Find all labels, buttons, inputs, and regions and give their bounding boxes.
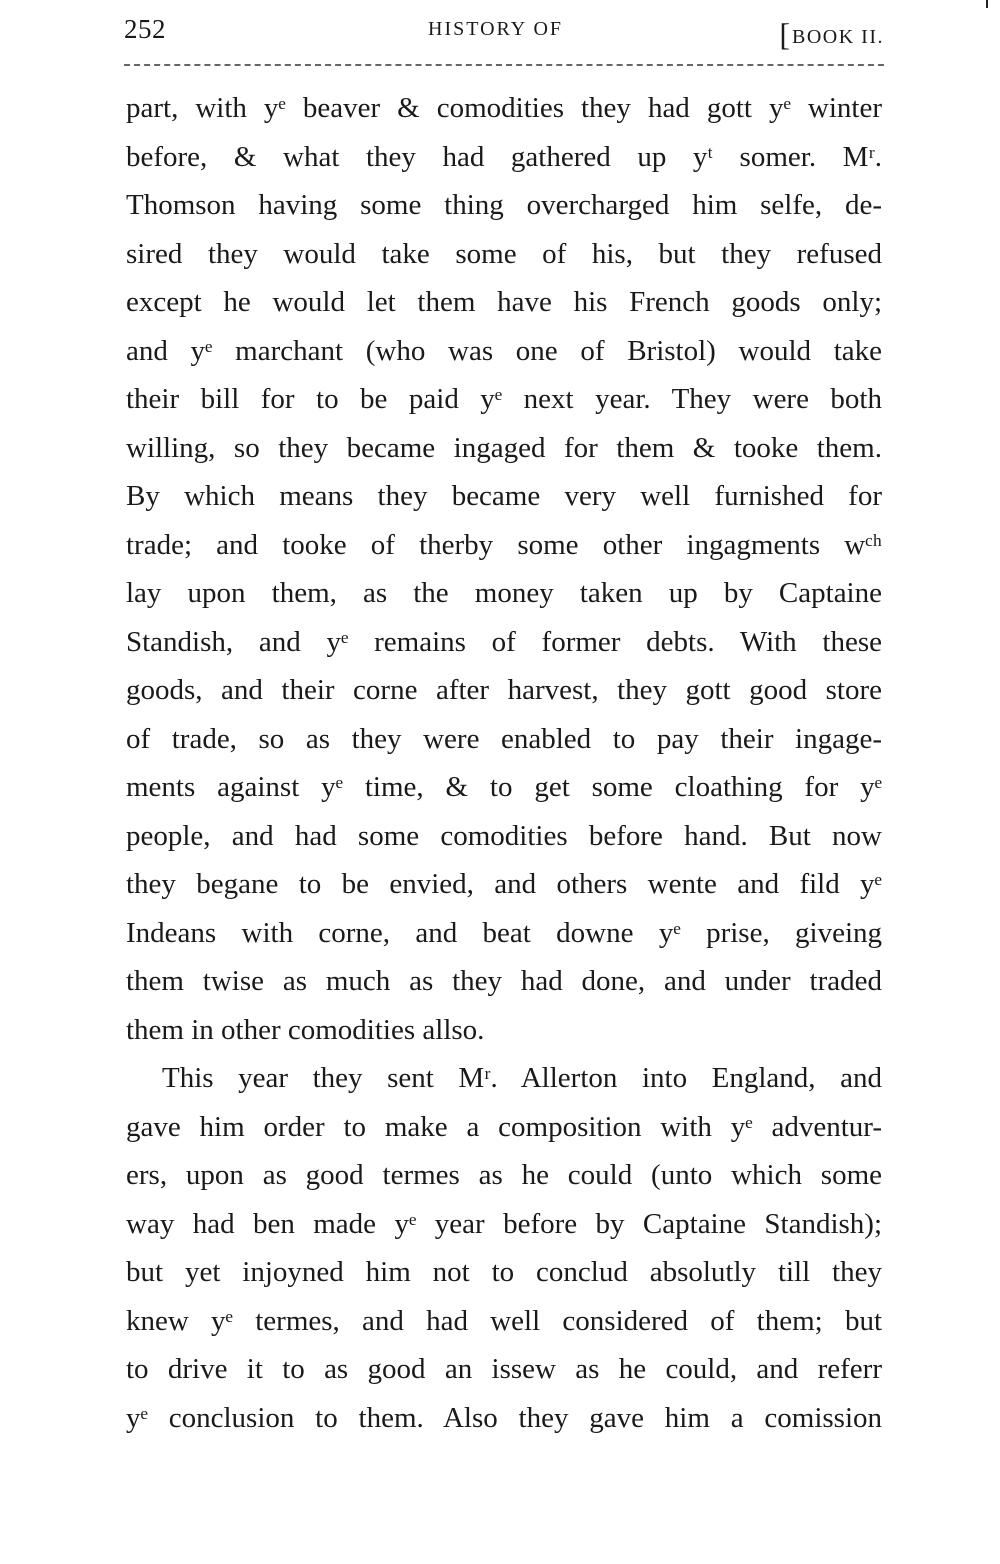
book-reference [779, 14, 884, 51]
text-line: to drive it to as good an issew as he could, and referr [126, 1353, 882, 1385]
text-line: By which means they became very well furnished for [126, 480, 882, 512]
page-edge-mark [986, 0, 988, 8]
running-title: HISTORY OF [428, 18, 564, 40]
text-line: before, & what they had gathered up yᵗ somer. Mʳ. [126, 140, 882, 173]
text-line: trade; and tooke of therby some other ingagments wᶜʰ [126, 528, 882, 561]
book-reference-bracket: [ [779, 16, 791, 52]
text-line: but yet injoyned him not to conclud absolutly till they [126, 1256, 882, 1288]
page-header [124, 14, 884, 52]
text-line: and yᵉ marchant (who was one of Bristol) would take [126, 334, 882, 367]
text-line: willing, so they became ingaged for them & tooke them. [126, 431, 882, 464]
text-line: ments against yᵉ time, & to get some cloathing for yᵉ [126, 771, 882, 803]
text-line: ers, upon as good termes as he could (unto which some [126, 1159, 882, 1191]
text-line: people, and had some comodities before hand. But now [126, 819, 882, 852]
body-text [126, 84, 882, 1442]
text-line: they begane to be envied, and others wente and fild yᵉ [126, 868, 882, 900]
text-line: part, with yᵉ beaver & comodities they had gott yᵉ winter [126, 92, 882, 124]
text-line: sired they would take some of his, but they refused [126, 237, 882, 270]
text-line: lay upon them, as the money taken up by Captaine [126, 577, 882, 609]
text-line: way had ben made yᵉ year before by Captaine Standish); [126, 1207, 882, 1240]
text-line: yᵉ conclusion to them. Also they gave him a comission [126, 1401, 882, 1434]
text-line: gave him order to make a composition with yᵉ adventur- [126, 1110, 882, 1143]
text-line: knew yᵉ termes, and had well considered of them; but [126, 1304, 882, 1337]
text-line: Thomson having some thing overcharged him selfe, de- [126, 189, 882, 221]
text-line: their bill for to be paid yᵉ next year. They were both [126, 383, 882, 415]
text-line: goods, and their corne after harvest, they gott good store [126, 674, 882, 706]
paragraph-start-line: This year they sent Mʳ. Allerton into England, and [162, 1062, 882, 1094]
paragraph-end-line: them in other comodities allso. [126, 1013, 485, 1046]
text-line: of trade, so as they were enabled to pay their ingage- [126, 722, 882, 755]
text-line: except he would let them have his French goods only; [126, 286, 882, 318]
text-line: Indeans with corne, and beat downe yᵉ prise, giveing [126, 916, 882, 949]
text-line: Standish, and yᵉ remains of former debts. With these [126, 625, 882, 658]
book-reference-label: BOOK II. [792, 26, 884, 48]
text-line: them twise as much as they had done, and under traded [126, 965, 882, 997]
header-rule [124, 64, 884, 66]
page-number: 252 [124, 14, 166, 44]
